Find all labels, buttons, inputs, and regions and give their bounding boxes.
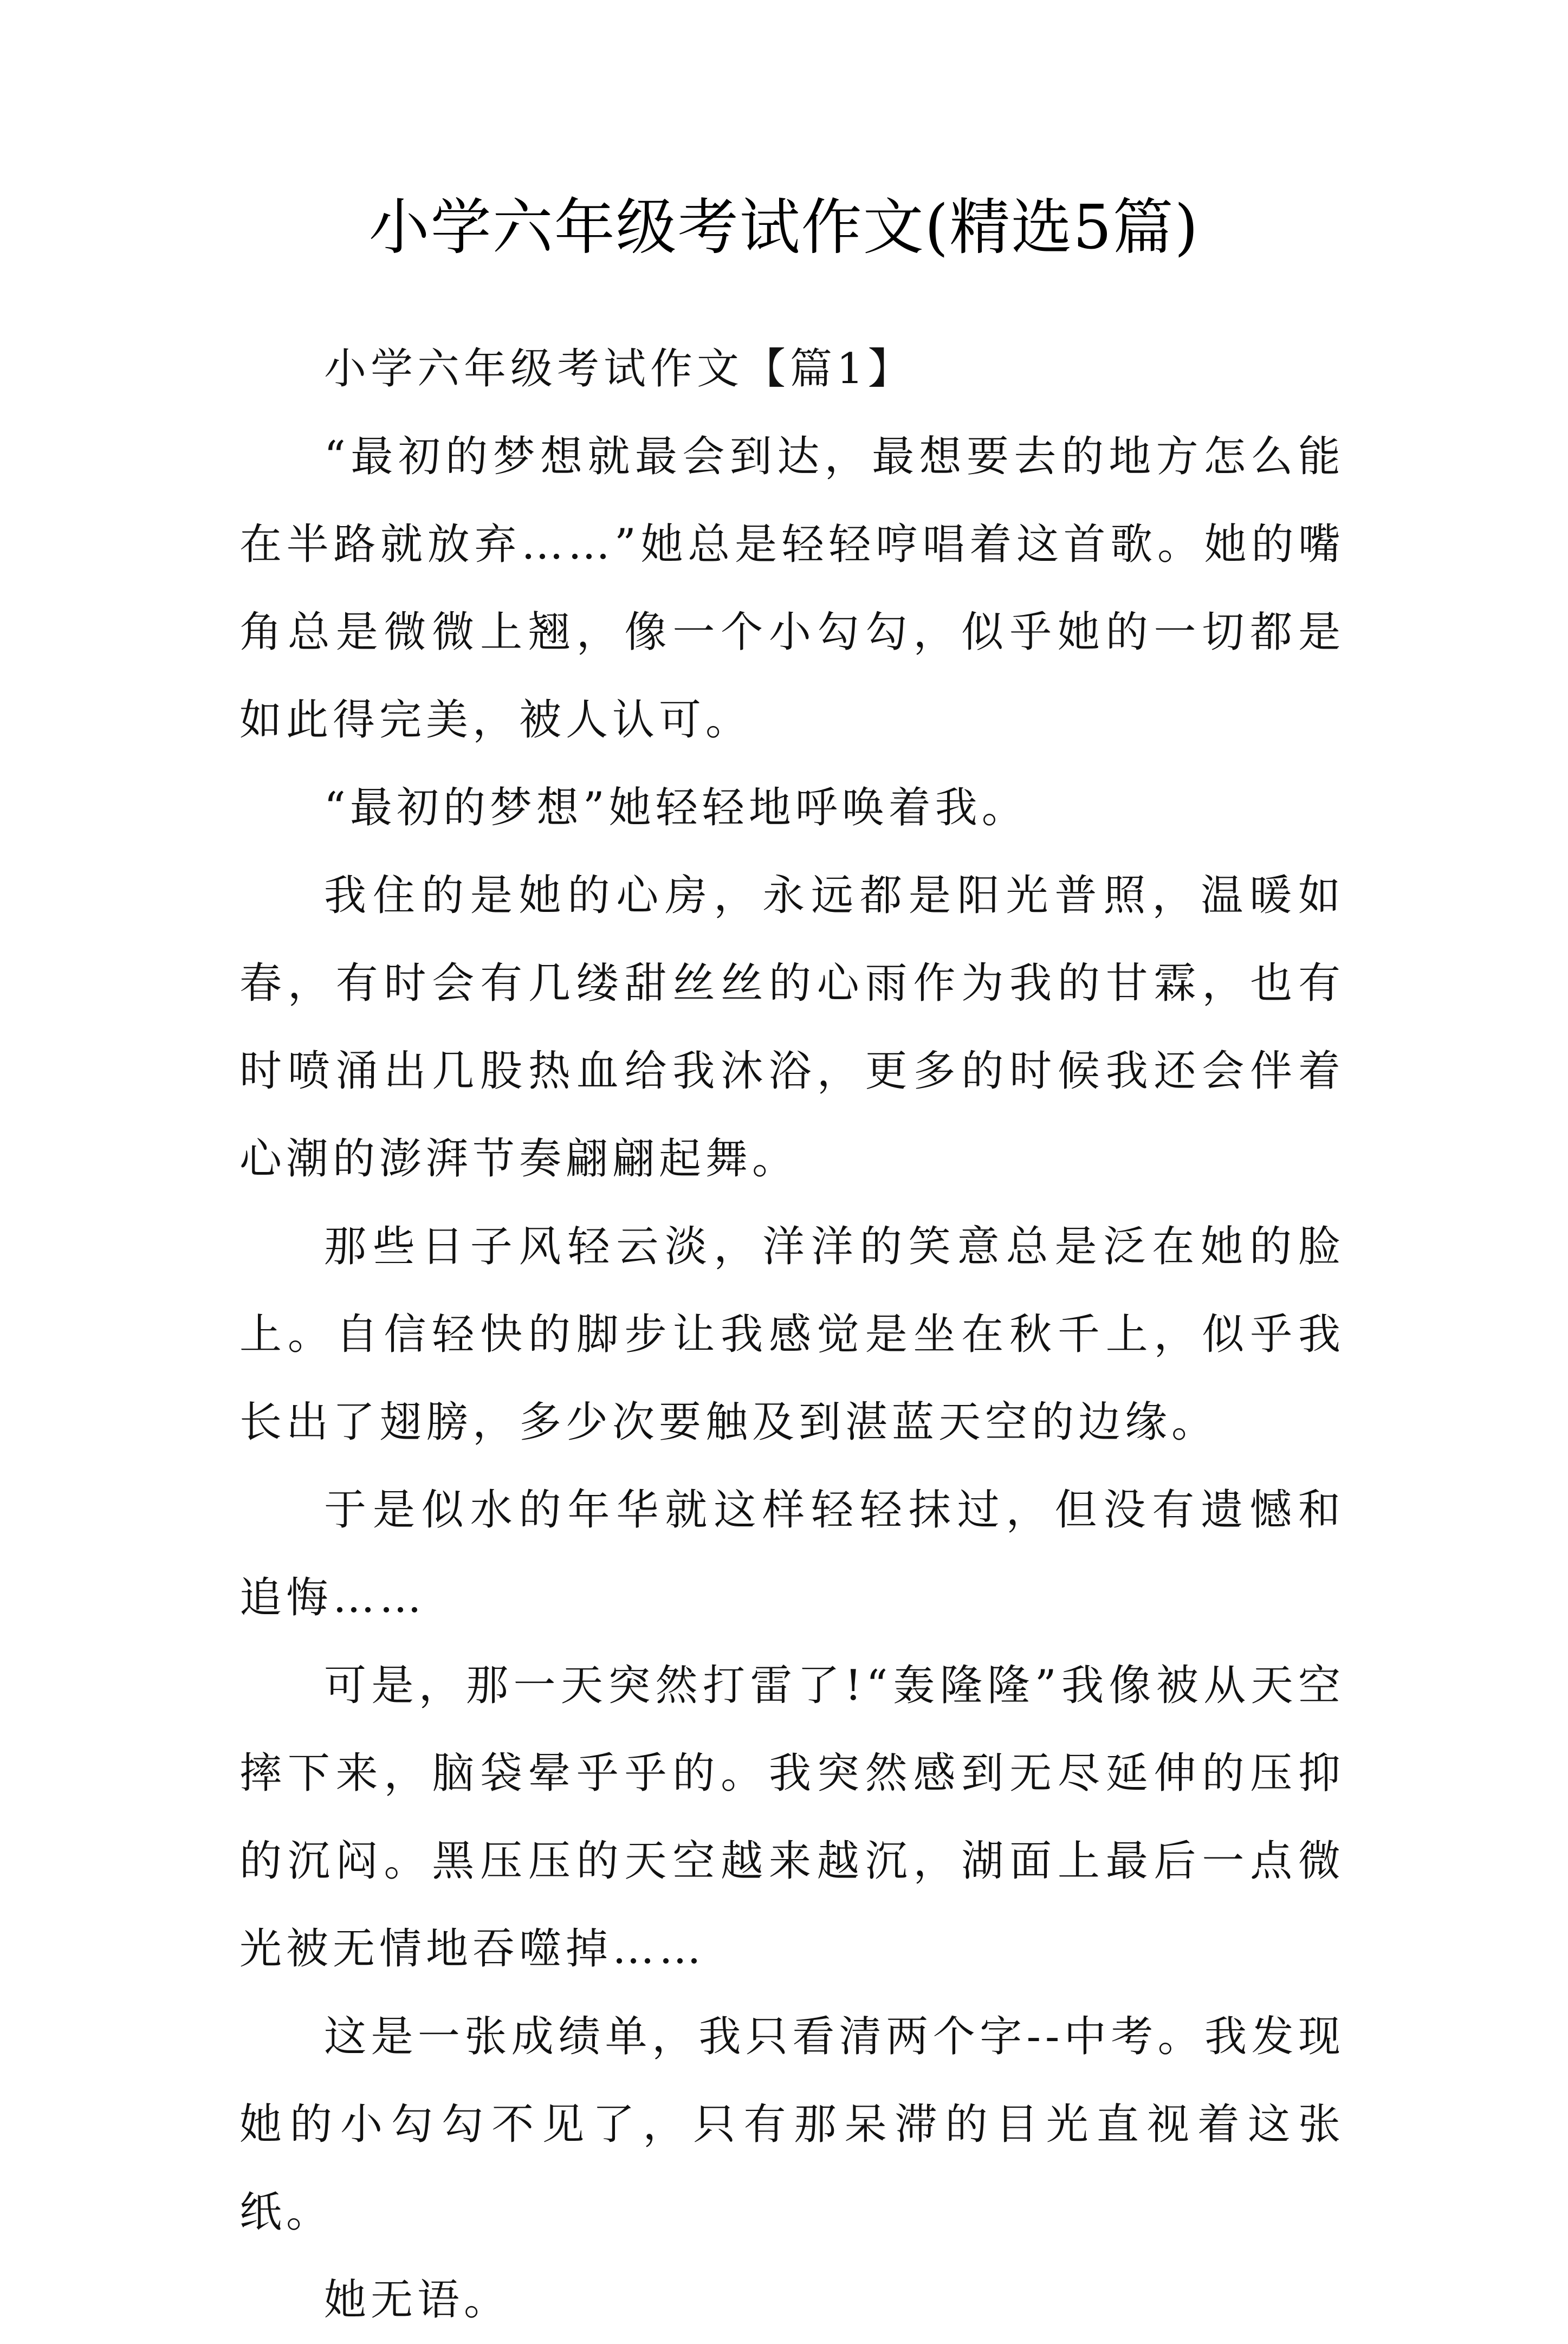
paragraph: 她无语。 [324, 2276, 511, 2324]
paragraph: “最初的梦想”她轻轻地呼唤着我。 [324, 784, 1028, 832]
section-heading: 小学六年级考试作文【篇1】 [324, 345, 915, 393]
paragraph: “最初的梦想就最会到达，最想要去的地方怎么能在半路就放弃……”她总是轻轻哼唱着这首歌。她的嘴角总是微微上翘，像一个小勾勾，似乎她的一切都是如此得完美，被人认可。 [239, 432, 1345, 744]
document-title: 小学六年级考试作文(精选5篇) [368, 192, 1200, 263]
paragraph: 可是，那一天突然打雷了!“轰隆隆”我像被从天空摔下来，脑袋晕乎乎的。我突然感到无尽延伸的压抑的沉闷。黑压压的天空越来越沉，湖面上最后一点微光被无情地吞噬掉…… [239, 1661, 1345, 1973]
paragraph: 这是一张成绩单，我只看清两个字--中考。我发现她的小勾勾不见了，只有那呆滞的目光直视着这张纸。 [239, 2012, 1345, 2237]
paragraph: 于是似水的年华就这样轻轻抹过，但没有遗憾和追悔…… [239, 1486, 1345, 1622]
paragraph: 我住的是她的心房，永远都是阳光普照，温暖如春，有时会有几缕甜丝丝的心雨作为我的甘霖，也有时喷涌出几股热血给我沐浴，更多的时候我还会伴着心潮的澎湃节奏翩翩起舞。 [239, 871, 1345, 1183]
paragraph: 那些日子风轻云淡，洋洋的笑意总是泛在她的脸上。自信轻快的脚步让我感觉是坐在秋千上，似乎我长出了翅膀，多少次要触及到湛蓝天空的边缘。 [239, 1222, 1345, 1447]
document-body [239, 325, 1345, 2344]
